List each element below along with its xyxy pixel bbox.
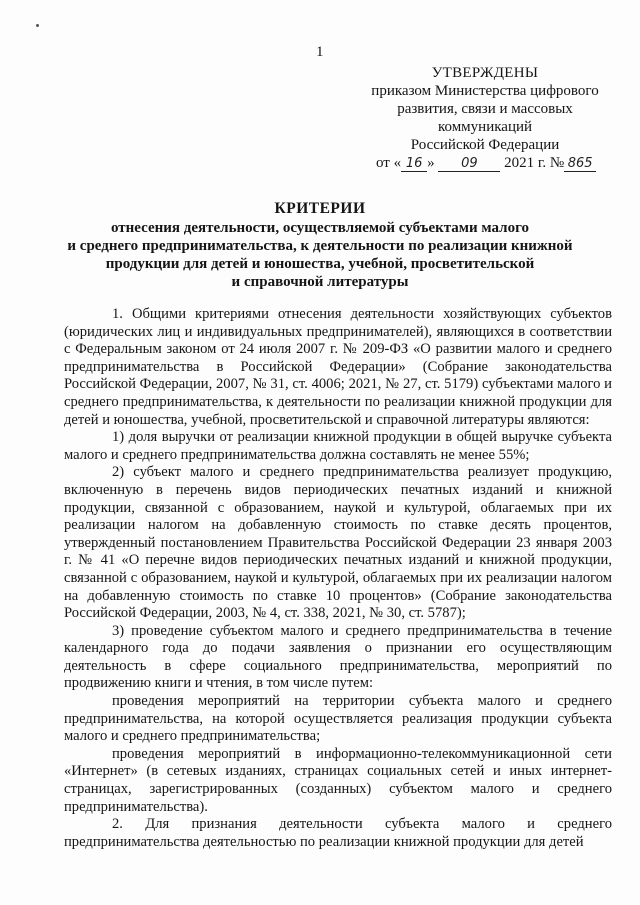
title-line: продукции для детей и юношества, учебной, просветительской — [105, 256, 535, 272]
paragraph: 1) доля выручки от реализации книжной продукции в общей выручке субъекта малого и среднего предпринимательства должна составлять не менее 55%; — [64, 429, 612, 463]
paragraph: 2) субъект малого и среднего предпринимательства реализует продукцию, включенную в перечень видов периодических печатных изданий и книжной продукции, связанной с образованием, наукой и культурой, облагаемых при их реализации налогом на добавленную стоимость по ставке десять процентов, утвержденный постановлением Правительства Российской Федерации 23 января 2003 г. № 41 «О перечне видов периодических печатных изданий и книжной продукции, связанной с образованием, наукой и культурой, облагаемых при их реализации налогом на добавленную стоимость по ставке 10 процентов» (Собрание законодательства Российской Федерации, 2003, № 4, ст. 338, 2021, № 30, ст. 5787); — [64, 464, 612, 622]
date-year: 2021 г. № — [504, 155, 565, 171]
approval-heading: УТВЕРЖДЕНЫ — [431, 65, 539, 81]
title-line: и справочной литературы — [231, 274, 409, 290]
paragraph: 3) проведение субъектом малого и среднего предпринимательства в течение календарного года до подачи заявления о признании его осуществляющим деятельность в сфере социального предпринимательства, мероприятий по продвижению книги и чтения, в том числе путем: — [64, 622, 612, 692]
handwritten-day: 16 — [401, 157, 427, 172]
paragraph: проведения мероприятий в информационно-телекоммуникационной сети «Интернет» (в сетевых изданиях, страницах социальных сетей и иных интернет-страницах, зарегистрированных (созданных) субъектом малого и среднего предпринимательства). — [64, 745, 612, 815]
handwritten-month: 09 — [438, 157, 500, 172]
approval-line: коммуникаций — [437, 119, 533, 135]
approval-date-line — [376, 154, 610, 172]
title-line: отнесения деятельности, осуществляемой субъектами малого — [110, 220, 530, 236]
date-prefix: от « — [376, 155, 402, 171]
paragraph: проведения мероприятий на территории субъекта малого и среднего предпринимательства, на которой осуществляется реализация продукции субъекта малого и среднего предпринимательства; — [64, 693, 612, 745]
approval-line: Российской Федерации — [410, 137, 560, 153]
page-number: 1 — [316, 44, 324, 60]
document-body — [64, 306, 612, 851]
paragraph: 2. Для признания деятельности субъекта малого и среднего предпринимательства деятельностью по реализации книжной продукции для детей — [64, 816, 612, 850]
scan-speck — [36, 24, 39, 27]
date-mid: » — [427, 155, 435, 171]
document-title-block — [50, 200, 590, 291]
document-title: КРИТЕРИИ — [274, 200, 366, 217]
approval-line: развития, связи и массовых — [397, 101, 573, 117]
approval-line: приказом Министерства цифрового — [371, 83, 599, 99]
title-line: и среднего предпринимательства, к деятельности по реализации книжной — [67, 238, 573, 254]
paragraph: 1. Общими критериями отнесения деятельности хозяйствующих субъектов (юридических лиц и индивидуальных предпринимателей), являющихся в соответствии с Федеральным законом от 24 июля 2007 г. № 209-ФЗ «О развитии малого и среднего предпринимательства в Российской Федерации» (Собрание законодательства Российской Федерации, 2007, № 31, ст. 4006; 2021, № 27, ст. 5179) субъектами малого и среднего предпринимательства, к деятельности по реализации книжной продукции для детей и юношества, учебной, просветительской и справочной литературы являются: — [64, 306, 612, 428]
handwritten-order-number: 865 — [564, 157, 596, 172]
approval-stamp-block — [360, 64, 610, 172]
